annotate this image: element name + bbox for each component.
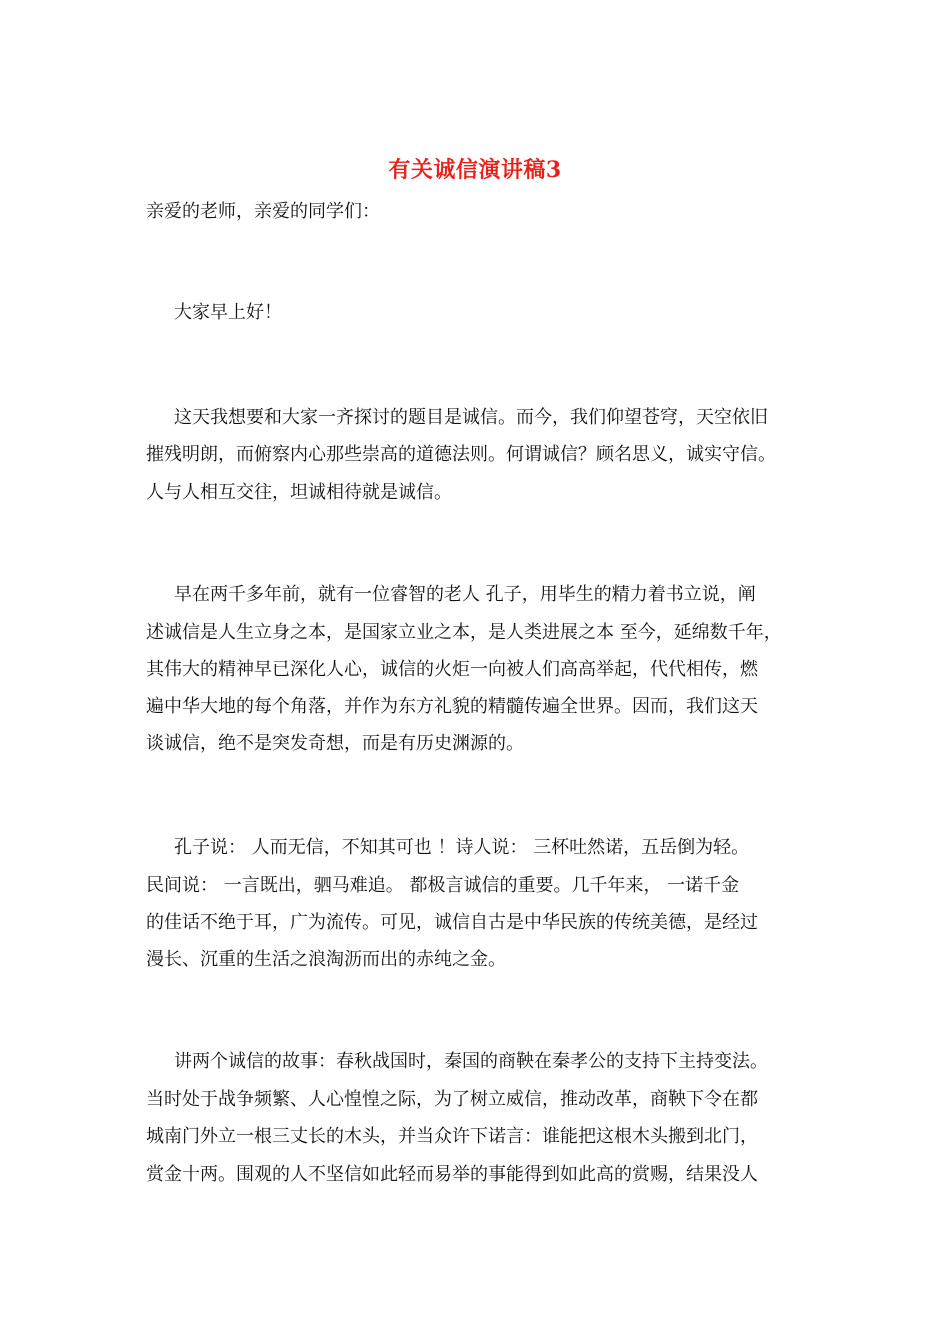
paragraph-line: 这天我想要和大家一齐探讨的题目是诚信。而今，我们仰望苍穹，天空依旧 bbox=[174, 407, 768, 428]
paragraph-line: 的佳话不绝于耳，广为流传。可见，诚信自古是中华民族的传统美德，是经过 bbox=[146, 912, 758, 933]
paragraph-line: 城南门外立一根三丈长的木头，并当众许下诺言：谁能把这根木头搬到北门， bbox=[146, 1126, 758, 1147]
salutation: 亲爱的老师，亲爱的同学们： bbox=[146, 201, 380, 222]
paragraph-line: 述诚信是人生立身之本，是国家立业之本，是人类进展之本 至今，延绵数千年， bbox=[146, 622, 782, 643]
paragraph-line: 摧残明朗，而俯察内心那些崇高的道德法则。何谓诚信？顾名思义，诚实守信。 bbox=[146, 444, 776, 465]
paragraph-line: 讲两个诚信的故事：春秋战国时，秦国的商鞅在秦孝公的支持下主持变法。 bbox=[174, 1051, 768, 1072]
paragraph-line: 当时处于战争频繁、人心惶惶之际，为了树立威信，推动改革，商鞅下令在都 bbox=[146, 1089, 758, 1110]
greeting: 大家早上好！ bbox=[174, 302, 282, 323]
paragraph-line: 早在两千多年前，就有一位睿智的老人 孔子，用毕生的精力着书立说，阐 bbox=[174, 584, 756, 605]
paragraph-line: 孔子说： 人而无信，不知其可也 ！诗人说： 三杯吐然诺，五岳倒为轻。 bbox=[174, 837, 750, 858]
paragraph-line: 民间说： 一言既出，驷马难追。 都极言诚信的重要。几千年来， 一诺千金 bbox=[146, 875, 740, 896]
paragraph-line: 谈诚信，绝不是突发奇想，而是有历史渊源的。 bbox=[146, 733, 524, 754]
document-title: 有关诚信演讲稿3 bbox=[388, 157, 562, 183]
paragraph-line: 其伟大的精神早已深化人心，诚信的火炬一向被人们高高举起，代代相传，燃 bbox=[146, 659, 758, 680]
paragraph-line: 赏金十两。围观的人不坚信如此轻而易举的事能得到如此高的赏赐，结果没人 bbox=[146, 1164, 758, 1185]
paragraph-line: 漫长、沉重的生活之浪淘沥而出的赤纯之金。 bbox=[146, 949, 506, 970]
paragraph-line: 人与人相互交往，坦诚相待就是诚信。 bbox=[146, 482, 452, 503]
paragraph-line: 遍中华大地的每个角落，并作为东方礼貌的精髓传遍全世界。因而，我们这天 bbox=[146, 696, 758, 717]
